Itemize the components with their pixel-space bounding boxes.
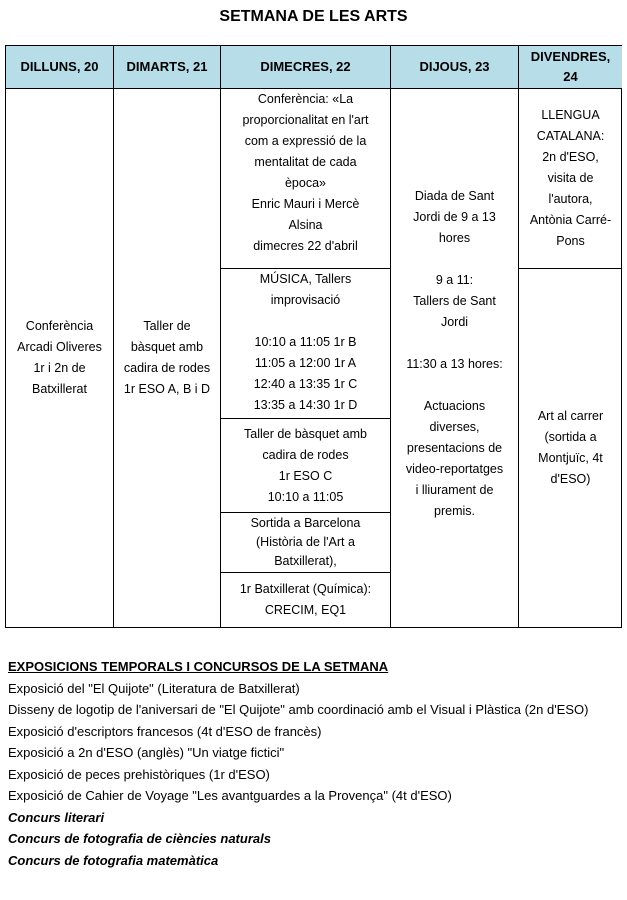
header-tuesday: DIMARTS, 21 <box>114 46 221 89</box>
schedule-table <box>5 45 622 628</box>
wednesday-event-chemistry: 1r Batxillerat (Química): CRECIM, EQ1 <box>221 573 391 627</box>
header-thursday: DIJOUS, 23 <box>391 46 519 89</box>
header-friday: DIVENDRES, 24 <box>519 46 622 89</box>
page-title: SETMANA DE LES ARTS <box>219 8 408 25</box>
list-item: Exposició de Cahier de Voyage "Les avantguardes a la Provença" (4t d'ESO) <box>8 788 452 803</box>
wednesday-event-music: MÚSICA, Tallers improvisació 10:10 a 11:05 1r B 11:05 a 12:00 1r A 12:40 a 13:35 1r C 13:35 a 14:30 1r D <box>221 269 391 419</box>
wednesday-event-trip: Sortida a Barcelona (Història de l'Art a Batxillerat), <box>221 513 391 573</box>
list-item: Exposició d'escriptors francesos (4t d'ESO de francès) <box>8 723 322 739</box>
section-heading: EXPOSICIONS TEMPORALS I CONCURSOS DE LA SETMANA <box>8 659 389 674</box>
exhibitions-list <box>8 656 618 871</box>
header-monday: DILLUNS, 20 <box>6 46 114 89</box>
list-item: Exposició de peces prehistòriques (1r d'ESO) <box>8 766 270 782</box>
contest-item: Concurs de fotografia de ciències naturals <box>8 831 271 846</box>
list-item: Disseny de logotip de l'aniversari de "El Quijote" amb coordinació amb el Visual i Plàstica (2n d'ESO) <box>8 702 589 717</box>
friday-event-street-art: Art al carrer (sortida a Montjuïc, 4t d'ESO) <box>537 409 604 486</box>
list-item: Exposició a 2n d'ESO (anglès) "Un viatge fictici" <box>8 745 285 760</box>
list-item: Exposició del "El Quijote" (Literatura de Batxillerat) <box>8 680 300 696</box>
friday-event-catalan: LLENGUA CATALANA: 2n d'ESO, visita de l'autora, Antònia Carré- Pons <box>519 89 622 269</box>
wednesday-event-conference: Conferència: «La proporcionalitat en l'art com a expressió de la mentalitat de cada època» Enric Mauri i Mercè Alsina dimecres 22 d'abril <box>221 89 391 269</box>
monday-event: Conferència Arcadi Oliveres 1r i 2n de Batxillerat <box>6 89 114 627</box>
thursday-event: Diada de Sant Jordi de 9 a 13 hores 9 a 11: Tallers de Sant Jordi 11:30 a 13 hores: Actuacions diverses, presentacions de video-reportatges i lliurament de premis. <box>391 89 519 627</box>
wednesday-event-basketball: Taller de bàsquet amb cadira de rodes 1r ESO C 10:10 a 11:05 <box>221 419 391 513</box>
contest-item: Concurs literari <box>8 809 105 825</box>
header-wednesday: DIMECRES, 22 <box>221 46 391 89</box>
tuesday-event: Taller de bàsquet amb cadira de rodes 1r ESO A, B i D <box>114 89 221 627</box>
contest-item: Concurs de fotografia matemàtica <box>8 852 219 868</box>
